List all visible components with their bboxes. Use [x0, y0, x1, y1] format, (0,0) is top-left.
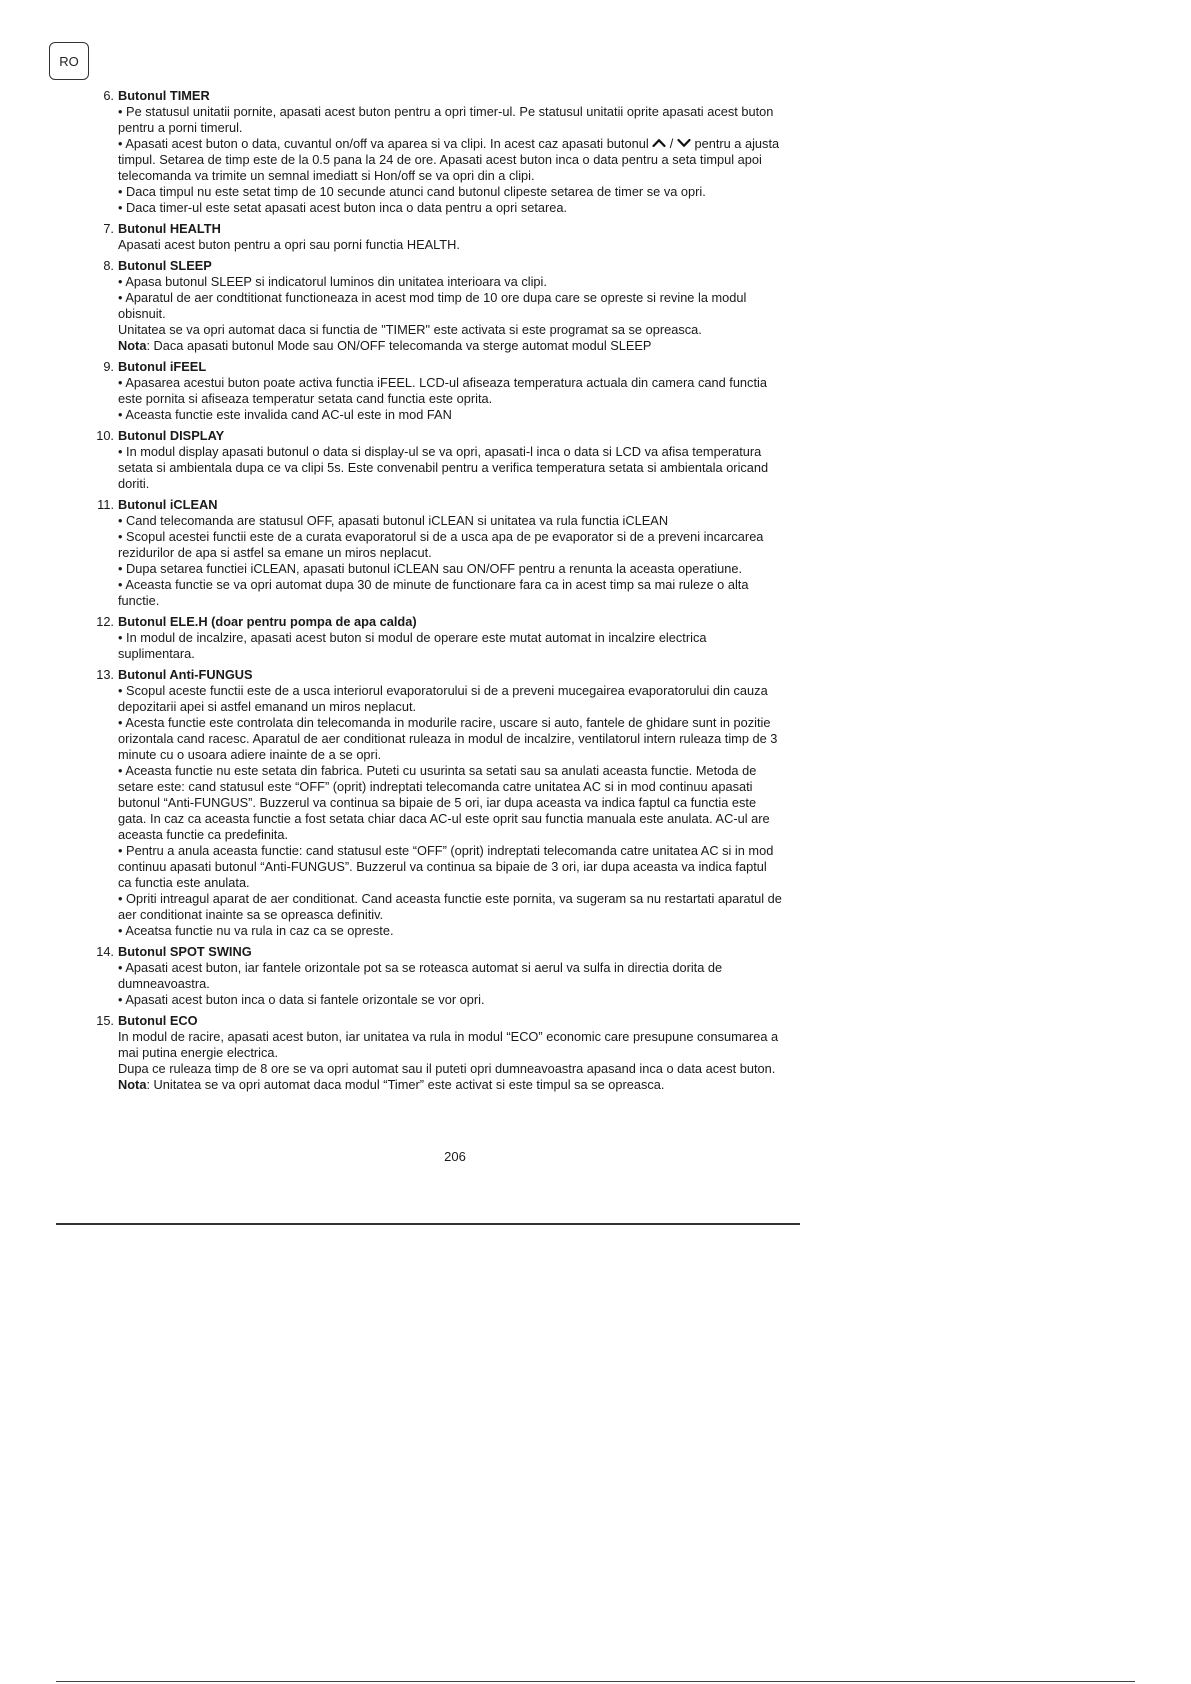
- item-line: • Aceasta functie se va opri automat dupa 30 de minute de functionare fara ca in acest timp sa mai ruleze o alta functie.: [118, 577, 749, 608]
- item-line: • Aceasta functie este invalida cand AC-ul este in mod FAN: [118, 407, 452, 422]
- page-number: 206: [444, 1149, 466, 1164]
- footer-divider: [56, 1223, 800, 1225]
- item-body: [118, 497, 782, 609]
- note-text: : Daca apasati butonul Mode sau ON/OFF telecomanda va sterge automat modul SLEEP: [146, 338, 652, 353]
- item-line: • Aceatsa functie nu va rula in caz ca se opreste.: [118, 923, 394, 938]
- item-line: • Aparatul de aer condtitionat functioneaza in acest mod timp de 10 ore dupa care se opreste si revine la modul obisnuit.: [118, 290, 747, 321]
- manual-content: [82, 88, 782, 1098]
- item-body: [118, 614, 782, 662]
- item-number: 11.: [97, 497, 114, 512]
- list-item-iclean: [82, 497, 782, 609]
- list-item-timer: [82, 88, 782, 216]
- item-line: • Scopul aceste functii este de a usca interiorul evaporatorului si de a preveni mucegairea evaporatorului din cauza depozitarii apei si astfel emanand un miros neplacut.: [118, 683, 768, 714]
- chevron-down-icon: [677, 137, 691, 149]
- list-item-eco: [82, 1013, 782, 1093]
- item-line: • Cand telecomanda are statusul OFF, apasati butonul iCLEAN si unitatea va rula functia iCLEAN: [118, 513, 669, 528]
- item-number: 15.: [96, 1013, 114, 1028]
- list-item-health: [82, 221, 782, 253]
- item-line: • Acesta functie este controlata din telecomanda in modurile racire, uscare si auto, fantele de ghidare sunt in pozitie orizontala cand racesc. Aparatul de aer conditionat ruleaza in modul de incalzire, ventilatorul intern ruleaza timp de 3 minute cu o usoara adiere inainte de a se opri.: [118, 715, 778, 762]
- item-line: • Aceasta functie nu este setata din fabrica. Puteti cu usurinta sa setati sau sa anulati aceasta functie. Metoda de setare este: cand statusul este “OFF” (oprit) indreptati telecomanda catre unitatea AC si in mod continuu apasati butonul “Anti-FUNGUS”. Buzzerul va continua sa bipaie de 5 ori, iar dupa aceasta va indica faptul ca functia este gata. In caz ca aceasta functie a fost setata chiar daca AC-ul este oprit sau functia manuala este anulata. AC-ul are aceasta functie ca predefinita.: [118, 763, 770, 842]
- item-title: Butonul ELE.H (doar pentru pompa de apa calda): [118, 614, 417, 629]
- item-line: • Daca timer-ul este setat apasati acest buton inca o data pentru a opri setarea.: [118, 200, 568, 215]
- item-line: • In modul de incalzire, apasati acest buton si modul de operare este mutat automat in incalzire electrica suplimentara.: [118, 630, 707, 661]
- item-note: [118, 1077, 782, 1093]
- item-title: Butonul iFEEL: [118, 359, 207, 374]
- arrow-separator: /: [666, 136, 677, 151]
- item-number: 10.: [96, 428, 114, 443]
- item-line: • Apasarea acestui buton poate activa functia iFEEL. LCD-ul afiseaza temperatura actuala din camera cand functia este pornita si afiseaza temperatur setata cand functia este oprita.: [118, 375, 767, 406]
- note-label: Nota: [118, 338, 147, 353]
- item-line: • Dupa setarea functiei iCLEAN, apasati butonul iCLEAN sau ON/OFF pentru a renunta la aceasta operatiune.: [118, 561, 743, 576]
- item-body: [118, 667, 782, 939]
- page-bottom-divider: [56, 1681, 1135, 1682]
- item-line: In modul de racire, apasati acest buton, iar unitatea va rula in modul “ECO” economic care presupune consumarea a mai putina energie electrica.: [118, 1029, 779, 1060]
- list-item-display: [82, 428, 782, 492]
- item-line: Unitatea se va opri automat daca si functia de "TIMER" este activata si este programat sa se opreasca.: [118, 322, 702, 337]
- item-number: 13.: [96, 667, 114, 682]
- item-body: [118, 428, 782, 492]
- list-item-anti-fungus: [82, 667, 782, 939]
- item-line: • Pe statusul unitatii pornite, apasati acest buton pentru a opri timer-ul. Pe statusul unitatii oprite apasati acest buton pentru a porni timerul.: [118, 104, 774, 135]
- item-note: [118, 338, 782, 354]
- list-item-eleh: [82, 614, 782, 662]
- item-line: • Apasati acest buton inca o data si fantele orizontale se vor opri.: [118, 992, 485, 1007]
- item-title: Butonul ECO: [118, 1013, 198, 1028]
- item-number: 12.: [96, 614, 114, 629]
- note-text: : Unitatea se va opri automat daca modul “Timer” este activat si este timpul sa se opreasca.: [146, 1077, 665, 1092]
- item-line: Dupa ce ruleaza timp de 8 ore se va opri automat sau il puteti opri dumneavoastra apasand inca o data acest buton.: [118, 1061, 776, 1076]
- item-number: 8.: [103, 258, 114, 273]
- note-label: Nota: [118, 1077, 147, 1092]
- item-line: • In modul display apasati butonul o data si display-ul se va opri, apasati-l inca o data si LCD va afisa temperatura setata si ambientala dupa ce va clipi 5s. Este convenabil pentru a verifica temperatura setata si ambientala oricand doriti.: [118, 444, 769, 491]
- item-line: Apasati acest buton pentru a opri sau porni functia HEALTH.: [118, 237, 460, 252]
- item-line: • Daca timpul nu este setat timp de 10 secunde atunci cand butonul clipeste setarea de timer se va opri.: [118, 184, 706, 199]
- arrow-line-after: pentru a ajusta timpul. Setarea de timp este de la 0.5 pana la 24 de ore. Apasati acest buton inca o data pentru a seta timpul apoi telecomanda va trimite un semnal imediatt si Hon/off se va opri din a clipi.: [118, 136, 780, 183]
- item-body: [118, 258, 782, 354]
- item-body: [118, 88, 782, 216]
- language-badge: [49, 42, 89, 80]
- item-body: [118, 221, 782, 253]
- item-line: • Pentru a anula aceasta functie: cand statusul este “OFF” (oprit) indreptati telecomanda catre unitatea AC si in mod continuu apasati butonul “Anti-FUNGUS”. Buzzerul va continua sa bipaie de 3 ori, iar dupa aceasta va indica faptul ca functia este anulata.: [118, 843, 774, 890]
- item-title: Butonul DISPLAY: [118, 428, 225, 443]
- arrow-line-before: • Apasati acest buton o data, cuvantul on/off va aparea si va clipi. In acest caz apasati butonul: [118, 136, 653, 151]
- item-number: 6.: [103, 88, 114, 103]
- chevron-up-icon: [652, 137, 666, 149]
- item-number: 9.: [103, 359, 114, 374]
- item-line: • Scopul acestei functii este de a curata evaporatorul si de a usca apa de pe evaporator si de a preveni incarcarea rezidurilor de apa si astfel sa emane un miros neplacut.: [118, 529, 764, 560]
- item-title: Butonul HEALTH: [118, 221, 221, 236]
- item-line: • Opriti intreagul aparat de aer conditionat. Cand aceasta functie este pornita, va sugeram sa nu restartati aparatul de aer conditionat inainte sa se opreasca definitiv.: [118, 891, 782, 922]
- item-line: • Apasa butonul SLEEP si indicatorul luminos din unitatea interioara va clipi.: [118, 274, 547, 289]
- item-body: [118, 1013, 782, 1093]
- item-body: [118, 944, 782, 1008]
- item-title: Butonul Anti-FUNGUS: [118, 667, 253, 682]
- item-number: 14.: [96, 944, 114, 959]
- list-item-sleep: [82, 258, 782, 354]
- item-title: Butonul SPOT SWING: [118, 944, 252, 959]
- list-item-ifeel: [82, 359, 782, 423]
- item-title: Butonul SLEEP: [118, 258, 212, 273]
- item-title: Butonul iCLEAN: [118, 497, 218, 512]
- item-line: • Apasati acest buton, iar fantele orizontale pot sa se roteasca automat si aerul va sulfa in directia dorita de dumneavoastra.: [118, 960, 723, 991]
- item-number: 7.: [103, 221, 114, 236]
- list-item-spot-swing: [82, 944, 782, 1008]
- item-title: Butonul TIMER: [118, 88, 210, 103]
- language-code: RO: [59, 53, 79, 69]
- item-body: [118, 359, 782, 423]
- item-line-with-arrows: [118, 136, 782, 184]
